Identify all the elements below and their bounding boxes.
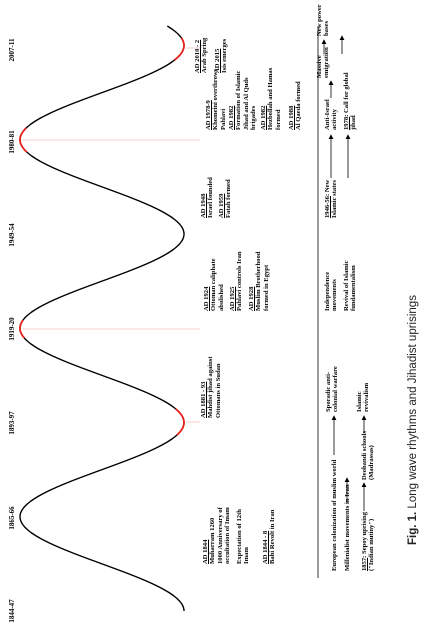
year-label: 1919-20 [8,317,16,341]
event-label: AD 2010 - 2 Arab Spring [194,37,209,73]
event-label: AD 2015 Isis emerges [214,38,229,73]
year-label: 1865-66 [8,506,16,530]
event-label: AD 1924 Ottoman caliphate abolished [203,258,225,311]
flow-label: Sporadic anti- colonial warfare [325,366,340,412]
wave-highlight [176,409,184,435]
wave-highlight [175,38,184,60]
event-label: AD 1948 Israel founded [200,177,215,218]
flow-label: Islamic revivalism [356,382,371,412]
flow-label: 1857: Sepoy uprising ("Indian mutiny") [361,511,376,571]
flow-label: Revival of Islamic fundamentalism [343,260,358,311]
year-label: 1980-81 [8,130,16,154]
event-label: AD 1982 Formation of Islamic Jihad and Al Quds brigades [228,70,258,130]
flow-label: Massive emigration [316,47,331,78]
event-label: Expectation of 12th Imam [236,509,251,564]
flow-label: 1946-56: New Islamic states [324,179,339,218]
flow-label: Deobandi schools (Madrassas) [361,431,376,480]
figure-caption-label: Fig. 1. [407,511,419,545]
event-label: AD 1881 - 93 Mahdist jihad against Ottomans in Sudan [200,356,222,418]
figure-caption [407,295,419,545]
year-label: 1949-54 [8,223,16,247]
event-label: AD 1978-9 Khomeini overthrows Pahlavi [205,68,227,130]
flow-label: New power bases [316,4,331,36]
flow-label: Anti-Israel activity [324,99,339,130]
flow-label: Millenialist movements in Iran [344,484,351,571]
event-label: AD 1988 Al Qaeda formed [288,81,303,130]
event-label: AD 1925 Pahlavi controls Iran [229,251,244,311]
year-label: 1844-47 [8,599,16,623]
wave-curve [20,26,184,611]
flow-label: 1978: Call for global jihad [343,72,358,130]
year-label: 2007-11 [8,38,16,62]
year-label: 1893-97 [8,411,16,435]
event-label: AD 1844 Muharram 1260 1000 Anniversary of occultation of Imam [202,507,232,564]
event-label: AD 1982 Hezbollah and Hamas formed [260,67,282,130]
event-label: AD 1959 Fatah formed [218,179,233,218]
event-label: AD 1844 - 8 Babi Revolt in Iran [262,509,277,564]
flow-label: European colonization of muslim world [331,459,338,571]
figure-caption-text: Long wave rhythms and Jihadist uprisings [407,295,419,509]
event-label: AD 1928 Muslim Brotherhood formed in Egypt [248,251,270,311]
flow-label: Independence movements [324,271,339,311]
